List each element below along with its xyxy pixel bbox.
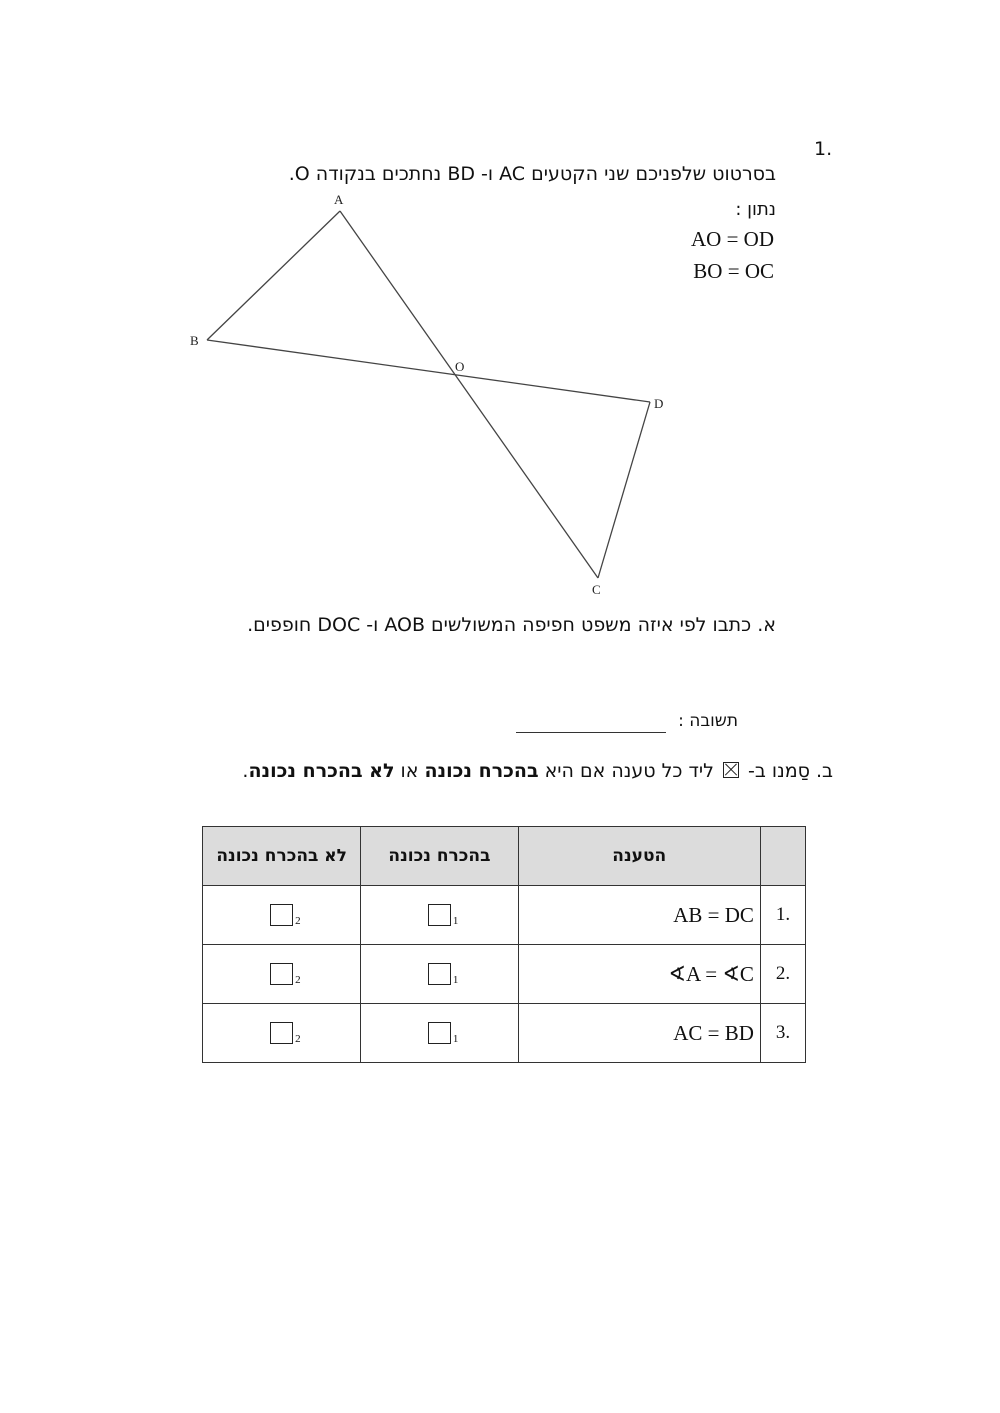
checkbox-not-necessarily-true[interactable] — [270, 963, 301, 986]
claim-text: AC = BD — [673, 1020, 754, 1045]
checkbox-necessarily-true[interactable] — [428, 1022, 459, 1045]
claim-text: AB = DC — [673, 902, 754, 927]
segment-dc — [598, 402, 650, 578]
part-a-text: א. כתבו לפי איזה משפט חפיפה המשולשים AOB ו- DOC חופפים. — [247, 614, 776, 636]
part-b-bold-not-true: לא בהכרח נכונה — [248, 760, 395, 782]
answer-input-line[interactable] — [516, 732, 666, 733]
point-label-o: O — [455, 359, 465, 374]
point-label-d: D — [654, 396, 664, 411]
checkbox-index: 2 — [295, 974, 301, 986]
checkbox-index: 1 — [452, 974, 459, 986]
given-line-1: AO = OD — [690, 227, 774, 251]
table-row — [203, 1004, 806, 1063]
checkbox-not-necessarily-true[interactable] — [270, 1022, 301, 1045]
segment-bd — [207, 340, 650, 402]
row-number: .2 — [760, 945, 805, 1004]
part-b-end: . — [242, 760, 249, 782]
row-number: .3 — [760, 1004, 805, 1063]
checkbox-index: 1 — [452, 1033, 459, 1045]
table-row — [203, 886, 806, 945]
checkbox-necessarily-true[interactable] — [428, 904, 459, 927]
part-b-prefix: ב. סַמנו ב- — [748, 760, 833, 782]
question-intro: בסרטוט שלפניכם שני הקטעים AC ו- BD נחתכים בנקודה O. — [288, 163, 776, 185]
segment-ac — [340, 211, 598, 578]
checkbox-not-necessarily-true[interactable] — [270, 904, 301, 927]
point-label-b: B — [190, 333, 199, 348]
part-b-middle: ליד כל טענה אם היא — [544, 760, 714, 782]
given-label: נתון : — [735, 199, 776, 220]
row-number: .1 — [760, 886, 805, 945]
part-b-or: או — [400, 760, 419, 782]
segment-ab — [207, 211, 340, 340]
answer-label: תשובה : — [678, 711, 738, 731]
claim-text: ∢A = ∢C — [668, 961, 754, 986]
point-label-c: C — [592, 582, 601, 597]
claims-table — [202, 826, 806, 1063]
given-line-2: BO = OC — [693, 259, 774, 283]
checkbox-index: 2 — [295, 915, 301, 927]
part-b-bold-true: בהכרח נכונה — [424, 760, 539, 782]
table-header-row — [203, 827, 806, 886]
point-label-a: A — [334, 192, 344, 207]
header-num — [760, 827, 805, 886]
geometry-diagram — [0, 0, 1000, 620]
checkbox-index: 2 — [295, 1033, 301, 1045]
header-necessarily-true: בהכרח נכונה — [361, 827, 518, 886]
header-claim: הטענה — [518, 827, 760, 886]
checkbox-index: 1 — [452, 915, 459, 927]
question-number: 1. — [814, 138, 833, 160]
checked-box-icon — [723, 762, 739, 778]
header-not-necessarily-true: לא בהכרח נכונה — [203, 827, 361, 886]
table-row — [203, 945, 806, 1004]
part-b-text — [242, 760, 833, 782]
checkbox-necessarily-true[interactable] — [428, 963, 459, 986]
